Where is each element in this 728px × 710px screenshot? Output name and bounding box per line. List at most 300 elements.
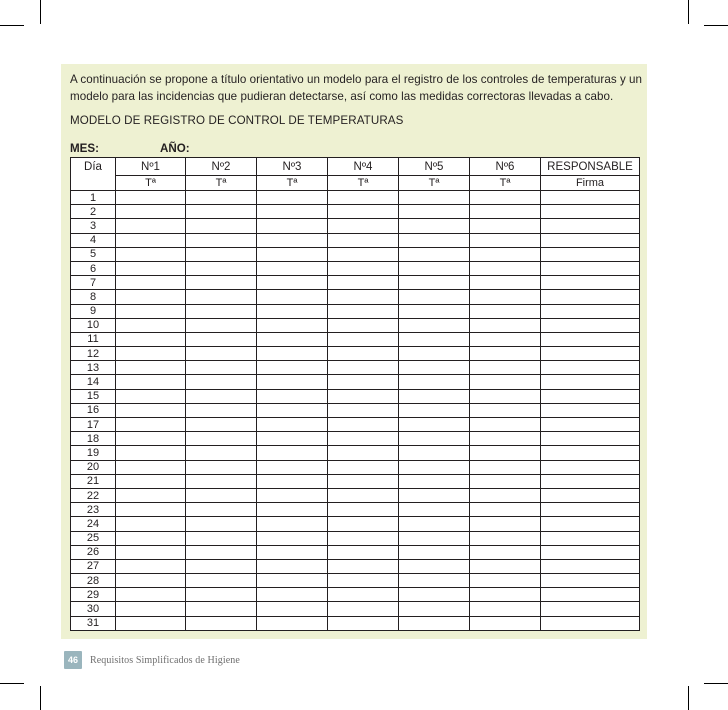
temperature-cell[interactable]: [328, 318, 399, 332]
temperature-cell[interactable]: [186, 588, 257, 602]
header-sensor-1: Nº1: [116, 158, 186, 176]
table-row: [71, 403, 640, 417]
temperature-cell[interactable]: [257, 375, 328, 389]
temperature-cell[interactable]: [470, 361, 541, 375]
subheader-row: [71, 176, 640, 191]
temperature-cell[interactable]: [470, 205, 541, 219]
table-row: [71, 446, 640, 460]
temperature-cell[interactable]: [116, 460, 186, 474]
temperature-cell[interactable]: [399, 545, 470, 559]
temperature-cell[interactable]: [116, 361, 186, 375]
temperature-cell[interactable]: [186, 261, 257, 275]
temperature-cell[interactable]: [328, 531, 399, 545]
day-number: 3: [71, 219, 116, 233]
signature-cell[interactable]: [541, 247, 640, 261]
temperature-cell[interactable]: [399, 574, 470, 588]
signature-cell[interactable]: [541, 602, 640, 616]
signature-cell[interactable]: [541, 517, 640, 531]
temperature-cell[interactable]: [257, 432, 328, 446]
temperature-cell[interactable]: [257, 488, 328, 502]
temperature-cell[interactable]: [116, 318, 186, 332]
signature-cell[interactable]: [541, 318, 640, 332]
temperature-cell[interactable]: [470, 191, 541, 205]
temperature-cell[interactable]: [186, 517, 257, 531]
model-title: MODELO DE REGISTRO DE CONTROL DE TEMPERATURAS: [70, 114, 404, 127]
table-row: [71, 474, 640, 488]
signature-cell[interactable]: [541, 403, 640, 417]
day-number: 10: [71, 318, 116, 332]
temperature-cell[interactable]: [257, 418, 328, 432]
temperature-cell[interactable]: [328, 503, 399, 517]
temperature-cell[interactable]: [328, 219, 399, 233]
temperature-cell[interactable]: [328, 474, 399, 488]
temperature-cell[interactable]: [399, 233, 470, 247]
temperature-cell[interactable]: [186, 602, 257, 616]
temperature-cell[interactable]: [328, 418, 399, 432]
temperature-cell[interactable]: [470, 261, 541, 275]
temperature-cell[interactable]: [257, 247, 328, 261]
temperature-cell[interactable]: [399, 205, 470, 219]
table-row: [71, 290, 640, 304]
signature-cell[interactable]: [541, 361, 640, 375]
table-row: [71, 219, 640, 233]
subheader-temp-2: Tª: [186, 176, 257, 191]
signature-cell[interactable]: [541, 460, 640, 474]
temperature-cell[interactable]: [399, 247, 470, 261]
temperature-cell[interactable]: [257, 559, 328, 573]
temperature-cell[interactable]: [257, 290, 328, 304]
temperature-cell[interactable]: [399, 290, 470, 304]
day-number: 29: [71, 588, 116, 602]
temperature-cell[interactable]: [328, 205, 399, 219]
day-number: 17: [71, 418, 116, 432]
temperature-cell[interactable]: [399, 488, 470, 502]
temperature-cell[interactable]: [257, 474, 328, 488]
temperature-cell[interactable]: [399, 531, 470, 545]
footer-title: Requisitos Simplificados de Higiene: [90, 654, 240, 666]
day-number: 6: [71, 261, 116, 275]
temperature-cell[interactable]: [328, 602, 399, 616]
temperature-cell[interactable]: [257, 318, 328, 332]
table-row: [71, 191, 640, 205]
temperature-cell[interactable]: [470, 602, 541, 616]
temperature-cell[interactable]: [328, 574, 399, 588]
table-row: [71, 361, 640, 375]
temperature-cell[interactable]: [116, 389, 186, 403]
temperature-cell[interactable]: [328, 616, 399, 630]
temperature-cell[interactable]: [328, 191, 399, 205]
temperature-cell[interactable]: [186, 290, 257, 304]
temperature-cell[interactable]: [116, 432, 186, 446]
temperature-cell[interactable]: [116, 559, 186, 573]
table-row: [71, 276, 640, 290]
day-number: 2: [71, 205, 116, 219]
temperature-cell[interactable]: [470, 517, 541, 531]
temperature-cell[interactable]: [470, 616, 541, 630]
temperature-cell[interactable]: [399, 347, 470, 361]
temperature-cell[interactable]: [470, 574, 541, 588]
table-row: [71, 574, 640, 588]
temperature-cell[interactable]: [116, 233, 186, 247]
subheader-day: [71, 176, 116, 191]
temperature-cell[interactable]: [186, 247, 257, 261]
temperature-cell[interactable]: [257, 332, 328, 346]
table-row: [71, 375, 640, 389]
temperature-cell[interactable]: [186, 403, 257, 417]
day-number: 27: [71, 559, 116, 573]
temperature-cell[interactable]: [186, 191, 257, 205]
temperature-cell[interactable]: [116, 474, 186, 488]
temperature-cell[interactable]: [186, 503, 257, 517]
crop-mark-top-left-v: [40, 0, 41, 24]
temperature-cell[interactable]: [399, 503, 470, 517]
temperature-cell[interactable]: [399, 559, 470, 573]
temperature-cell[interactable]: [116, 545, 186, 559]
temperature-cell[interactable]: [399, 616, 470, 630]
temperature-cell[interactable]: [470, 304, 541, 318]
temperature-cell[interactable]: [399, 588, 470, 602]
signature-cell[interactable]: [541, 574, 640, 588]
signature-cell[interactable]: [541, 432, 640, 446]
signature-cell[interactable]: [541, 332, 640, 346]
subheader-temp-1: Tª: [116, 176, 186, 191]
day-number: 19: [71, 446, 116, 460]
temperature-cell[interactable]: [116, 616, 186, 630]
crop-mark-bottom-left-v: [40, 686, 41, 710]
temperature-cell[interactable]: [470, 531, 541, 545]
signature-cell[interactable]: [541, 559, 640, 573]
temperature-cell[interactable]: [257, 616, 328, 630]
temperature-cell[interactable]: [116, 247, 186, 261]
temperature-cell[interactable]: [257, 545, 328, 559]
temperature-cell[interactable]: [399, 191, 470, 205]
signature-cell[interactable]: [541, 205, 640, 219]
temperature-cell[interactable]: [470, 446, 541, 460]
temperature-cell[interactable]: [257, 574, 328, 588]
temperature-cell[interactable]: [399, 304, 470, 318]
temperature-cell[interactable]: [186, 531, 257, 545]
temperature-cell[interactable]: [257, 347, 328, 361]
day-number: 28: [71, 574, 116, 588]
signature-cell[interactable]: [541, 375, 640, 389]
temperature-cell[interactable]: [399, 219, 470, 233]
temperature-cell[interactable]: [116, 290, 186, 304]
temperature-cell[interactable]: [186, 559, 257, 573]
signature-cell[interactable]: [541, 290, 640, 304]
day-number: 20: [71, 460, 116, 474]
temperature-cell[interactable]: [186, 276, 257, 290]
temperature-cell[interactable]: [399, 474, 470, 488]
signature-cell[interactable]: [541, 503, 640, 517]
signature-cell[interactable]: [541, 304, 640, 318]
temperature-cell[interactable]: [470, 276, 541, 290]
signature-cell[interactable]: [541, 276, 640, 290]
temperature-cell[interactable]: [470, 219, 541, 233]
temperature-cell[interactable]: [257, 304, 328, 318]
signature-cell[interactable]: [541, 191, 640, 205]
table-row: [71, 588, 640, 602]
temperature-cell[interactable]: [257, 588, 328, 602]
temperature-cell[interactable]: [116, 517, 186, 531]
temperature-cell[interactable]: [186, 318, 257, 332]
temperature-cell[interactable]: [116, 574, 186, 588]
signature-cell[interactable]: [541, 418, 640, 432]
temperature-cell[interactable]: [328, 389, 399, 403]
temperature-cell[interactable]: [470, 588, 541, 602]
temperature-cell[interactable]: [257, 233, 328, 247]
signature-cell[interactable]: [541, 446, 640, 460]
temperature-cell[interactable]: [116, 588, 186, 602]
temperature-cell[interactable]: [470, 375, 541, 389]
temperature-cell[interactable]: [186, 219, 257, 233]
temperature-cell[interactable]: [328, 332, 399, 346]
temperature-cell[interactable]: [186, 389, 257, 403]
subheader-temp-4: Tª: [328, 176, 399, 191]
temperature-cell[interactable]: [470, 389, 541, 403]
signature-cell[interactable]: [541, 233, 640, 247]
table-row: [71, 304, 640, 318]
register-body: [71, 191, 640, 631]
day-number: 9: [71, 304, 116, 318]
month-label: MES:: [70, 142, 99, 155]
day-number: 25: [71, 531, 116, 545]
temperature-cell[interactable]: [328, 375, 399, 389]
signature-cell[interactable]: [541, 616, 640, 630]
temperature-cell[interactable]: [470, 474, 541, 488]
temperature-cell[interactable]: [116, 503, 186, 517]
day-number: 7: [71, 276, 116, 290]
signature-cell[interactable]: [541, 219, 640, 233]
temperature-cell[interactable]: [116, 261, 186, 275]
temperature-cell[interactable]: [470, 559, 541, 573]
temperature-cell[interactable]: [399, 276, 470, 290]
temperature-cell[interactable]: [470, 432, 541, 446]
temperature-cell[interactable]: [470, 418, 541, 432]
temperature-cell[interactable]: [257, 531, 328, 545]
table-row: [71, 418, 640, 432]
temperature-cell[interactable]: [186, 474, 257, 488]
temperature-cell[interactable]: [186, 361, 257, 375]
temperature-cell[interactable]: [116, 191, 186, 205]
temperature-cell[interactable]: [116, 205, 186, 219]
signature-cell[interactable]: [541, 588, 640, 602]
temperature-cell[interactable]: [186, 233, 257, 247]
table-row: [71, 531, 640, 545]
temperature-cell[interactable]: [257, 403, 328, 417]
day-number: 1: [71, 191, 116, 205]
table-row: [71, 247, 640, 261]
header-sensor-3: Nº3: [257, 158, 328, 176]
temperature-cell[interactable]: [257, 276, 328, 290]
temperature-cell[interactable]: [399, 517, 470, 531]
crop-mark-bottom-right-v: [688, 686, 689, 710]
temperature-cell[interactable]: [328, 432, 399, 446]
temperature-cell[interactable]: [328, 545, 399, 559]
header-responsible: RESPONSABLE: [541, 158, 640, 176]
temperature-cell[interactable]: [328, 446, 399, 460]
temperature-cell[interactable]: [116, 531, 186, 545]
temperature-cell[interactable]: [470, 290, 541, 304]
temperature-cell[interactable]: [470, 332, 541, 346]
temperature-cell[interactable]: [399, 432, 470, 446]
page-number: 46: [64, 651, 82, 669]
temperature-cell[interactable]: [257, 446, 328, 460]
temperature-cell[interactable]: [470, 318, 541, 332]
temperature-cell[interactable]: [328, 290, 399, 304]
day-number: 15: [71, 389, 116, 403]
temperature-cell[interactable]: [328, 517, 399, 531]
temperature-cell[interactable]: [399, 460, 470, 474]
header-sensor-4: Nº4: [328, 158, 399, 176]
temperature-cell[interactable]: [186, 205, 257, 219]
table-row: [71, 503, 640, 517]
year-label: AÑO:: [160, 142, 190, 155]
day-number: 26: [71, 545, 116, 559]
table-row: [71, 261, 640, 275]
temperature-cell[interactable]: [470, 488, 541, 502]
temperature-cell[interactable]: [257, 503, 328, 517]
signature-cell[interactable]: [541, 531, 640, 545]
temperature-cell[interactable]: [399, 318, 470, 332]
table-row: [71, 347, 640, 361]
temperature-cell[interactable]: [186, 460, 257, 474]
table-row: [71, 205, 640, 219]
temperature-cell[interactable]: [328, 403, 399, 417]
temperature-cell[interactable]: [257, 205, 328, 219]
temperature-cell[interactable]: [470, 503, 541, 517]
table-row: [71, 318, 640, 332]
temperature-cell[interactable]: [186, 574, 257, 588]
day-number: 21: [71, 474, 116, 488]
temperature-cell[interactable]: [328, 347, 399, 361]
temperature-cell[interactable]: [186, 432, 257, 446]
temperature-cell[interactable]: [186, 446, 257, 460]
signature-cell[interactable]: [541, 347, 640, 361]
day-number: 30: [71, 602, 116, 616]
crop-mark-top-right-v: [688, 0, 689, 24]
temperature-cell[interactable]: [399, 361, 470, 375]
crop-mark-top-right-h: [704, 25, 728, 26]
temperature-cell[interactable]: [399, 418, 470, 432]
temperature-cell[interactable]: [257, 389, 328, 403]
temperature-cell[interactable]: [470, 347, 541, 361]
temperature-cell[interactable]: [116, 488, 186, 502]
table-row: [71, 332, 640, 346]
temperature-cell[interactable]: [399, 261, 470, 275]
temperature-cell[interactable]: [186, 418, 257, 432]
temperature-cell[interactable]: [257, 517, 328, 531]
temperature-cell[interactable]: [328, 460, 399, 474]
table-row: [71, 460, 640, 474]
signature-cell[interactable]: [541, 488, 640, 502]
table-row: [71, 488, 640, 502]
table-row: [71, 559, 640, 573]
temperature-cell[interactable]: [470, 247, 541, 261]
day-number: 13: [71, 361, 116, 375]
temperature-cell[interactable]: [186, 304, 257, 318]
temperature-cell[interactable]: [328, 247, 399, 261]
temperature-cell[interactable]: [116, 219, 186, 233]
temperature-cell[interactable]: [328, 304, 399, 318]
temperature-cell[interactable]: [328, 276, 399, 290]
temperature-cell[interactable]: [186, 616, 257, 630]
temperature-cell[interactable]: [257, 361, 328, 375]
temperature-cell[interactable]: [470, 545, 541, 559]
header-sensor-6: Nº6: [470, 158, 541, 176]
day-number: 24: [71, 517, 116, 531]
temperature-cell[interactable]: [328, 233, 399, 247]
temperature-cell[interactable]: [186, 375, 257, 389]
temperature-cell[interactable]: [257, 219, 328, 233]
table-row: [71, 616, 640, 630]
temperature-cell[interactable]: [470, 460, 541, 474]
temperature-register-table: [70, 157, 640, 631]
temperature-cell[interactable]: [186, 545, 257, 559]
temperature-cell[interactable]: [399, 375, 470, 389]
day-number: 8: [71, 290, 116, 304]
temperature-cell[interactable]: [399, 389, 470, 403]
day-number: 5: [71, 247, 116, 261]
temperature-cell[interactable]: [116, 602, 186, 616]
page-footer: [64, 651, 240, 669]
table-row: [71, 233, 640, 247]
signature-cell[interactable]: [541, 389, 640, 403]
temperature-cell[interactable]: [116, 332, 186, 346]
temperature-cell[interactable]: [116, 446, 186, 460]
day-number: 22: [71, 488, 116, 502]
header-sensor-2: Nº2: [186, 158, 257, 176]
temperature-cell[interactable]: [328, 361, 399, 375]
temperature-cell[interactable]: [186, 488, 257, 502]
temperature-cell[interactable]: [257, 460, 328, 474]
temperature-cell[interactable]: [257, 261, 328, 275]
temperature-cell[interactable]: [186, 347, 257, 361]
header-row: [71, 158, 640, 176]
temperature-cell[interactable]: [399, 602, 470, 616]
day-number: 14: [71, 375, 116, 389]
day-number: 4: [71, 233, 116, 247]
signature-cell[interactable]: [541, 474, 640, 488]
temperature-cell[interactable]: [257, 602, 328, 616]
intro-paragraph: A continuación se propone a título orientativo un modelo para el registro de los controles de temperaturas y un modelo para las incidencias que pudieran detectarse, así como las medidas correctoras llevadas a cabo.: [70, 73, 643, 103]
subheader-temp-6: Tª: [470, 176, 541, 191]
temperature-cell[interactable]: [328, 559, 399, 573]
temperature-cell[interactable]: [116, 304, 186, 318]
temperature-cell[interactable]: [399, 332, 470, 346]
header-sensor-5: Nº5: [399, 158, 470, 176]
temperature-cell[interactable]: [470, 403, 541, 417]
temperature-cell[interactable]: [328, 488, 399, 502]
temperature-cell[interactable]: [470, 233, 541, 247]
temperature-cell[interactable]: [116, 403, 186, 417]
signature-cell[interactable]: [541, 545, 640, 559]
temperature-cell[interactable]: [257, 191, 328, 205]
header-day: Día: [71, 158, 116, 176]
day-number: 16: [71, 403, 116, 417]
temperature-cell[interactable]: [399, 403, 470, 417]
temperature-cell[interactable]: [328, 261, 399, 275]
temperature-cell[interactable]: [116, 347, 186, 361]
temperature-cell[interactable]: [116, 276, 186, 290]
signature-cell[interactable]: [541, 261, 640, 275]
temperature-cell[interactable]: [328, 588, 399, 602]
day-number: 12: [71, 347, 116, 361]
temperature-cell[interactable]: [399, 446, 470, 460]
temperature-cell[interactable]: [186, 332, 257, 346]
temperature-cell[interactable]: [116, 375, 186, 389]
temperature-cell[interactable]: [116, 418, 186, 432]
table-row: [71, 432, 640, 446]
